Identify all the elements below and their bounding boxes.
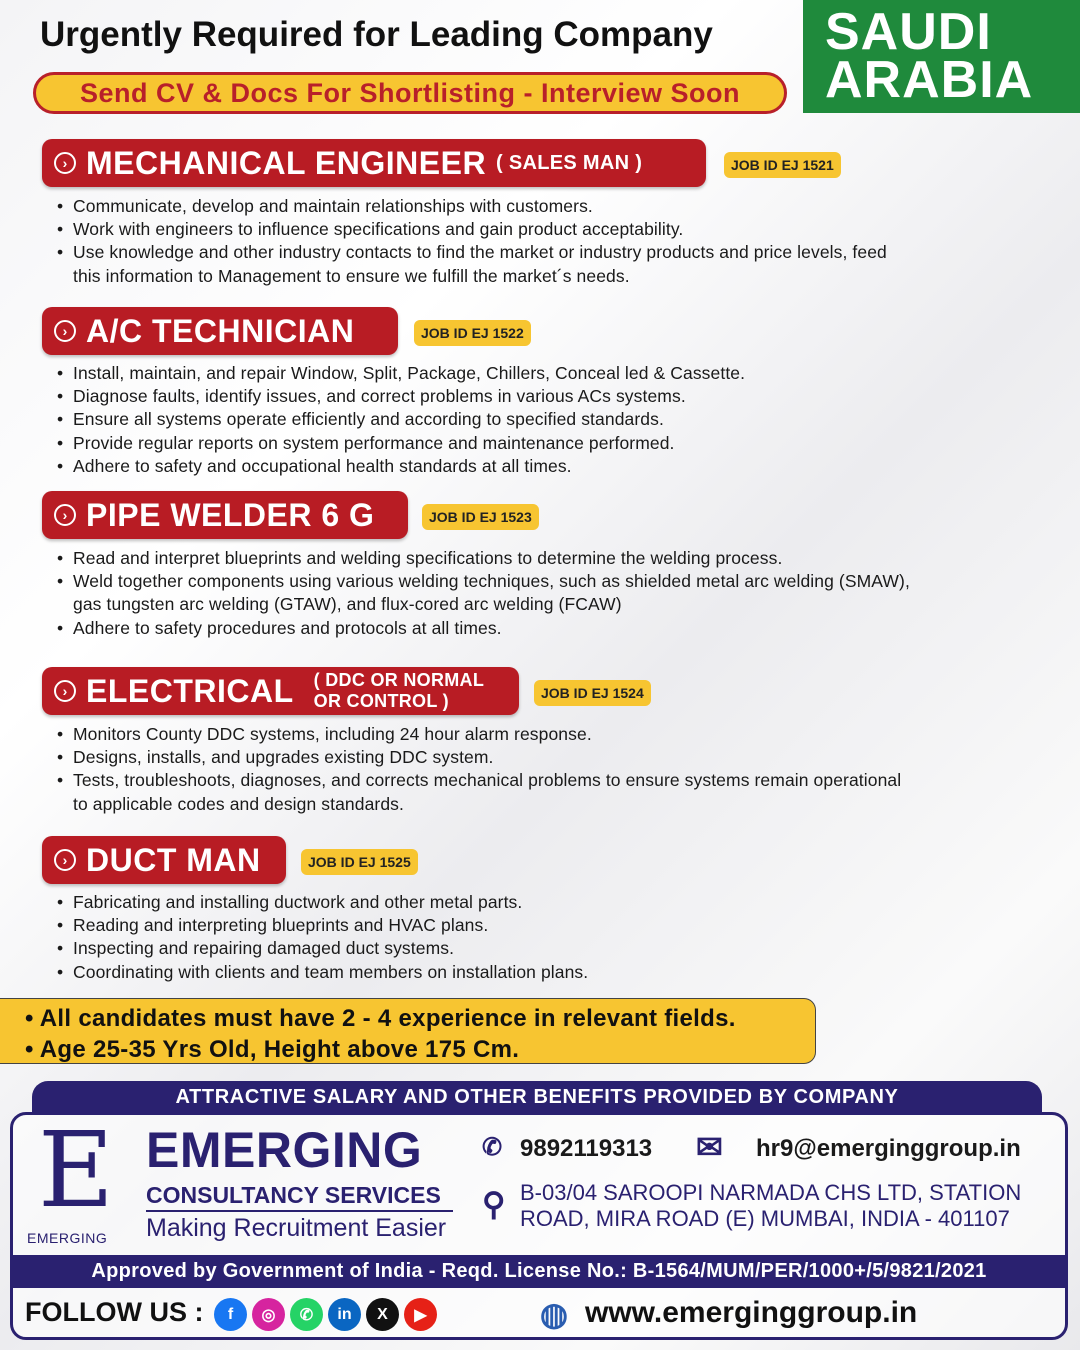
duty-item: • Weld together components using various welding techniques, such as shielded metal arc welding (SMAW), gas tungsten arc welding (GTAW), and flux-cored arc welding (FCAW) <box>55 570 915 616</box>
job-id-badge: JOB ID EJ 1522 <box>414 320 531 346</box>
job-title: ELECTRICAL <box>86 672 294 709</box>
job-title-pill <box>42 307 398 355</box>
duty-item: • Reading and interpreting blueprints and HVAC plans. <box>55 914 915 937</box>
job-duties <box>55 547 915 640</box>
location-pin-icon: ⚲ <box>482 1186 506 1222</box>
job-title-pill <box>42 139 706 187</box>
job-id-badge: JOB ID EJ 1525 <box>301 849 418 875</box>
duty-item: • Inspecting and repairing damaged duct systems. <box>55 937 915 960</box>
job-duties <box>55 891 915 984</box>
whatsapp-icon[interactable]: ✆ <box>290 1298 323 1331</box>
phone-icon: ✆ <box>482 1134 503 1161</box>
email-link[interactable]: hr9@emerginggroup.in <box>756 1135 1021 1162</box>
duty-item: • Coordinating with clients and team members on installation plans. <box>55 961 915 984</box>
job-id-badge: JOB ID EJ 1524 <box>534 680 651 706</box>
job-duties <box>55 195 915 288</box>
country-banner: SAUDI ARABIA <box>803 0 1080 113</box>
divider <box>146 1210 453 1212</box>
job-title-pill <box>42 491 408 539</box>
duty-item: • Work with engineers to influence specifications and gain product acceptability. <box>55 218 915 241</box>
benefits-banner: ATTRACTIVE SALARY AND OTHER BENEFITS PROVIDED BY COMPANY <box>32 1081 1042 1113</box>
requirement-item: • Age 25-35 Yrs Old, Height above 175 Cm. <box>25 1034 815 1065</box>
job-title: PIPE WELDER 6 G <box>86 496 375 533</box>
duty-item: • Communicate, develop and maintain relationships with customers. <box>55 195 915 218</box>
headline: Urgently Required for Leading Company <box>40 15 713 54</box>
job-note: ( DDC OR NORMAL OR CONTROL ) <box>313 670 484 711</box>
duty-item: • Diagnose faults, identify issues, and correct problems in various ACs systems. <box>55 385 915 408</box>
job-duties <box>55 723 915 816</box>
job-title-pill <box>42 836 286 884</box>
job-title: DUCT MAN <box>86 841 261 878</box>
duty-item: • Tests, troubleshoots, diagnoses, and corrects mechanical problems to ensure systems remain operational to applicable codes and design standards. <box>55 769 915 815</box>
duty-item: • Adhere to safety and occupational health standards at all times. <box>55 455 915 478</box>
chevron-right-icon: › <box>54 152 76 174</box>
chevron-right-icon: › <box>54 680 76 702</box>
job-id-badge: JOB ID EJ 1521 <box>724 152 841 178</box>
facebook-icon[interactable]: f <box>214 1298 247 1331</box>
phone-number[interactable]: 9892119313 <box>520 1135 653 1162</box>
duty-item: • Adhere to safety procedures and protocols at all times. <box>55 617 915 640</box>
instagram-icon[interactable]: ◎ <box>252 1298 285 1331</box>
duty-item: • Use knowledge and other industry contacts to find the market or industry products and price levels, feed this information to Management to ensure we fulfill the market´s needs. <box>55 241 915 287</box>
globe-icon: ◍ <box>540 1296 568 1332</box>
job-title: A/C TECHNICIAN <box>86 312 355 349</box>
duty-item: • Ensure all systems operate efficiently and according to specified standards. <box>55 408 915 431</box>
license-bar: Approved by Government of India - Reqd. License No.: B-1564/MUM/PER/1000+/5/9821/2021 <box>12 1255 1066 1288</box>
subtitle-pill: Send CV & Docs For Shortlisting - Interview Soon <box>33 72 787 114</box>
tagline: Making Recruitment Easier <box>146 1214 447 1242</box>
chevron-right-icon: › <box>54 320 76 342</box>
brand-subtitle: CONSULTANCY SERVICES <box>146 1182 441 1208</box>
job-title-pill <box>42 667 519 715</box>
duty-item: • Fabricating and installing ductwork and other metal parts. <box>55 891 915 914</box>
website-link[interactable]: www.emerginggroup.in <box>585 1296 918 1329</box>
chevron-right-icon: › <box>54 849 76 871</box>
duty-item: • Designs, installs, and upgrades existing DDC system. <box>55 746 915 769</box>
email-icon: ✉ <box>696 1129 723 1165</box>
logo-icon: E <box>38 1118 114 1226</box>
duty-item: • Provide regular reports on system performance and maintenance performed. <box>55 432 915 455</box>
chevron-right-icon: › <box>54 504 76 526</box>
job-note: ( SALES MAN ) <box>496 151 643 174</box>
address: B-03/04 SAROOPI NARMADA CHS LTD, STATION ROAD, MIRA ROAD (E) MUMBAI, INDIA - 401107 <box>520 1180 1022 1231</box>
duty-item: • Install, maintain, and repair Window, Split, Package, Chillers, Conceal led & Cassette. <box>55 362 915 385</box>
brand-name: EMERGING <box>146 1122 423 1178</box>
logo-caption: EMERGING <box>27 1230 108 1246</box>
job-title: MECHANICAL ENGINEER <box>86 144 487 181</box>
duty-item: • Read and interpret blueprints and welding specifications to determine the welding process. <box>55 547 915 570</box>
x-icon[interactable]: X <box>366 1298 399 1331</box>
job-duties <box>55 362 915 478</box>
job-id-badge: JOB ID EJ 1523 <box>422 504 539 530</box>
requirement-item: • All candidates must have 2 - 4 experience in relevant fields. <box>25 1003 815 1034</box>
requirements-box <box>0 998 816 1064</box>
linkedin-icon[interactable]: in <box>328 1298 361 1331</box>
follow-label: FOLLOW US : <box>25 1297 204 1327</box>
duty-item: • Monitors County DDC systems, including 24 hour alarm response. <box>55 723 915 746</box>
youtube-icon[interactable]: ▶ <box>404 1298 437 1331</box>
